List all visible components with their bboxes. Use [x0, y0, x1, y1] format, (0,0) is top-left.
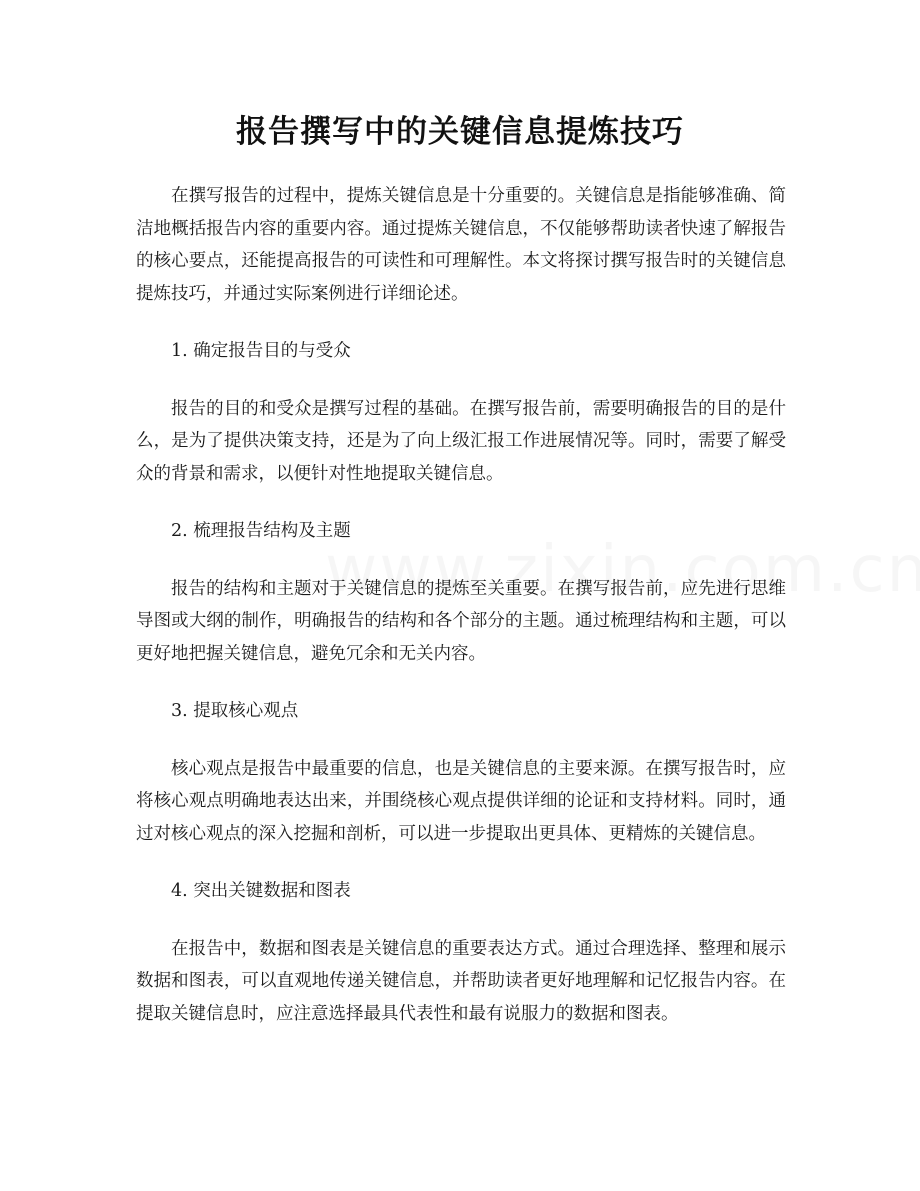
section-paragraph-3: 核心观点是报告中最重要的信息，也是关键信息的主要来源。在撰写报告时，应将核心观点明确地表达出来，并围绕核心观点提供详细的论证和支持材料。同时，通过对核心观点的深入挖掘和剖析，可以进一步提取出更具体、更精炼的关键信息。	[136, 758, 786, 844]
intro-paragraph: 在撰写报告的过程中，提炼关键信息是十分重要的。关键信息是指能够准确、简洁地概括报告内容的重要内容。通过提炼关键信息，不仅能够帮助读者快速了解报告的核心要点，还能提高报告的可读性和可理解性。本文将探讨撰写报告时的关键信息提炼技巧，并通过实际案例进行详细论述。	[136, 186, 786, 304]
section-paragraph-4: 在报告中，数据和图表是关键信息的重要表达方式。通过合理选择、整理和展示数据和图表，可以直观地传递关键信息，并帮助读者更好地理解和记忆报告内容。在提取关键信息时，应注意选择最具代表性和最有说服力的数据和图表。	[136, 938, 786, 1024]
section-heading-2: 2. 梳理报告结构及主题	[171, 521, 351, 541]
section-heading-1: 1. 确定报告目的与受众	[171, 341, 351, 361]
document-body	[136, 180, 786, 1055]
document-title: 报告撰写中的关键信息提炼技巧	[236, 114, 684, 150]
section-heading-4: 4. 突出关键数据和图表	[171, 881, 351, 901]
section-paragraph-1: 报告的目的和受众是撰写过程的基础。在撰写报告前，需要明确报告的目的是什么，是为了提供决策支持，还是为了向上级汇报工作进展情况等。同时，需要了解受众的背景和需求，以便针对性地提取关键信息。	[136, 398, 786, 484]
section-heading-3: 3. 提取核心观点	[171, 701, 299, 721]
section-paragraph-2: 报告的结构和主题对于关键信息的提炼至关重要。在撰写报告前，应先进行思维导图或大纲的制作，明确报告的结构和各个部分的主题。通过梳理结构和主题，可以更好地把握关键信息，避免冗余和无关内容。	[136, 578, 786, 664]
